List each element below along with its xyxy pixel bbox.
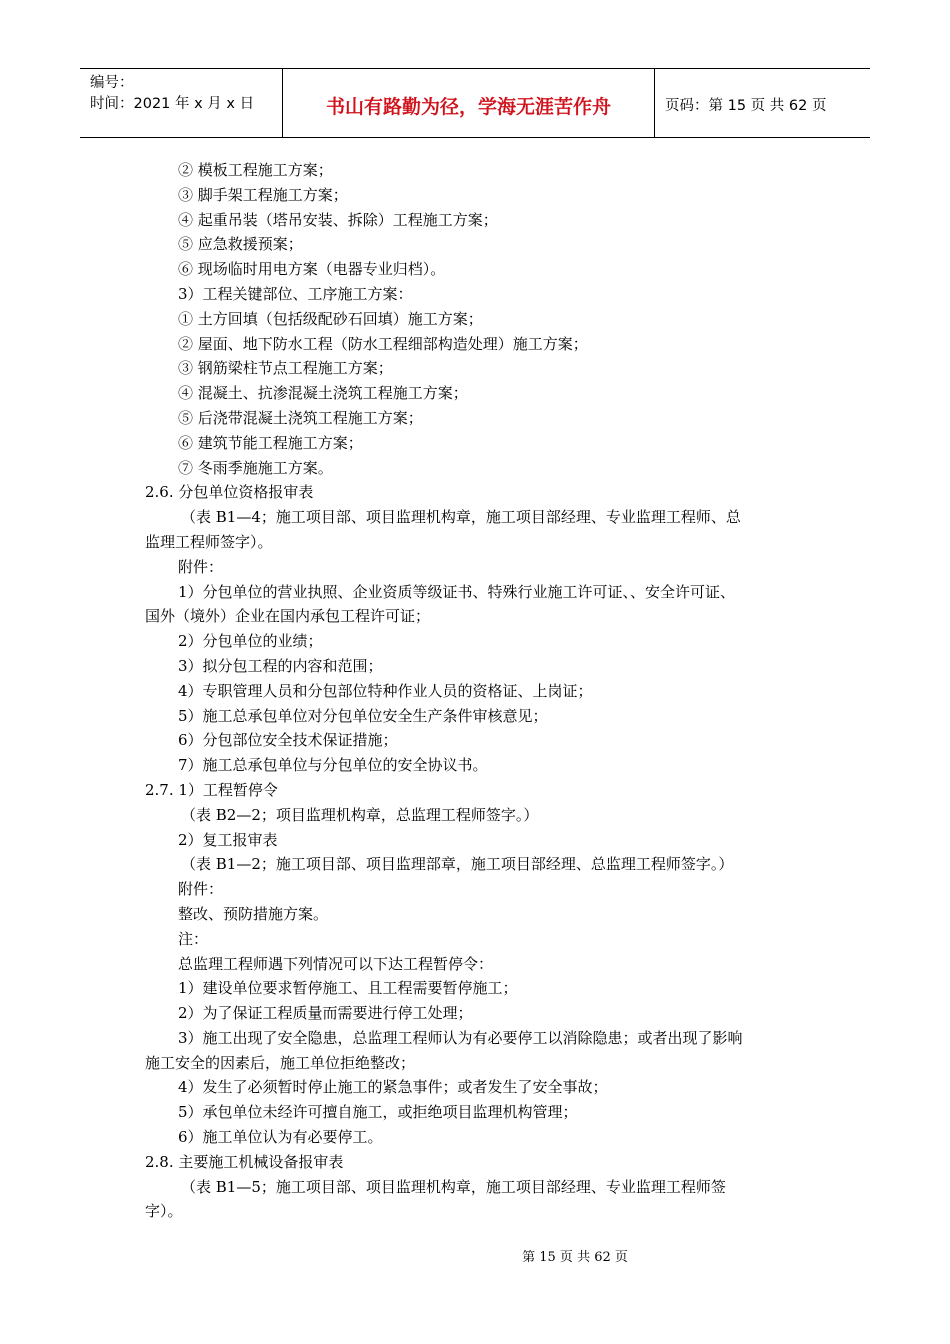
text-line: ④ 混凝土、抗渗混凝土浇筑工程施工方案； [178,384,468,403]
text-line: ② 模板工程施工方案； [178,161,333,179]
text-line: 附件： [178,880,224,899]
text-line: （表 B2—2；项目监理机构章，总监理工程师签字。） [181,805,539,824]
text-line: 3）工程关键部位、工序施工方案： [178,284,413,303]
text-line: （表 B1—5；施工项目部、项目监理机构章，施工项目部经理、专业监理工程师签 [181,1177,726,1196]
text-line: 国外（境外）企业在国内承包工程许可证； [145,607,431,626]
text-line: 监理工程师签字）。 [145,532,273,551]
text-line: 4）发生了必须暂时停止施工的紧急事件；或者发生了安全事故； [178,1078,608,1097]
text-line: 5）承包单位未经许可擅自施工，或拒绝项目监理机构管理； [178,1103,578,1122]
text-line: ③ 钢筋梁柱节点工程施工方案； [178,359,393,378]
header-meta [80,69,283,137]
text-line: 5）施工总承包单位对分包单位安全生产条件审核意见； [178,706,548,725]
text-line: ③ 脚手架工程施工方案； [178,185,348,204]
text-line: 整改、预防措施方案。 [178,904,329,923]
text-line: ⑥ 建筑节能工程施工方案； [178,433,363,452]
text-line: 2）为了保证工程质量而需要进行停工处理； [178,1004,473,1023]
text-line: 2）复工报审表 [178,830,278,849]
text-line: ⑦ 冬雨季施施工方案。 [178,458,333,477]
text-line: 附件： [178,557,224,576]
text-line: 2.8. 主要施工机械设备报审表 [145,1152,344,1171]
text-line: 2.7. 1）工程暂停令 [145,780,278,799]
text-line: 3）施工出现了安全隐患，总监理工程师认为有必要停工以消除隐患；或者出现了影响 [178,1028,743,1047]
document-body [145,158,815,1224]
text-line: （表 B1—4；施工项目部、项目监理机构章，施工项目部经理、专业监理工程师、总 [181,508,741,527]
text-line: 3）拟分包工程的内容和范围； [178,656,383,675]
header-motto: 书山有路勤为径，学海无涯苦作舟 [283,69,655,137]
text-line: ⑥ 现场临时用电方案（电器专业归档）。 [178,260,446,279]
text-line: 2）分包单位的业绩； [178,632,323,651]
document-number-label: 编号： [90,75,134,91]
text-line: ⑤ 后浇带混凝土浇筑工程施工方案； [178,408,423,427]
text-line: 4）专职管理人员和分包部位特种作业人员的资格证、上岗证； [178,681,593,700]
text-line: ① 土方回填（包括级配砂石回填）施工方案； [178,309,483,328]
page-footer: 第 15 页 共 62 页 [522,1250,628,1265]
text-line: 6）分包部位安全技术保证措施； [178,731,398,750]
text-line: 1）建设单位要求暂停施工、且工程需要暂停施工； [178,979,518,998]
text-line: 1）分包单位的营业执照、企业资质等级证书、特殊行业施工许可证、、安全许可证、 [178,582,736,601]
text-line: ④ 起重吊装（塔吊安装、拆除）工程施工方案； [178,210,498,229]
text-line: 6）施工单位认为有必要停工。 [178,1128,383,1147]
text-line: （表 B1—2；施工项目部、项目监理部章，施工项目部经理、总监理工程师签字。） [181,855,734,874]
text-line: 字）。 [145,1202,183,1221]
header-page-info: 页码：第 15 页 共 62 页 [665,97,827,114]
text-line: 施工安全的因素后，施工单位拒绝整改； [145,1053,416,1072]
text-line: ⑤ 应急救援预案； [178,235,303,254]
text-line: ② 屋面、地下防水工程（防水工程细部构造处理）施工方案； [178,334,588,353]
page-header [80,68,870,138]
text-line: 注： [178,929,209,948]
text-line: 2.6. 分包单位资格报审表 [145,483,314,502]
text-line: 总监理工程师遇下列情况可以下达工程暂停令： [178,954,494,973]
text-line: 7）施工总承包单位与分包单位的安全协议书。 [178,756,488,775]
document-time-label: 时间：2021 年 x 月 x 日 [90,96,255,112]
